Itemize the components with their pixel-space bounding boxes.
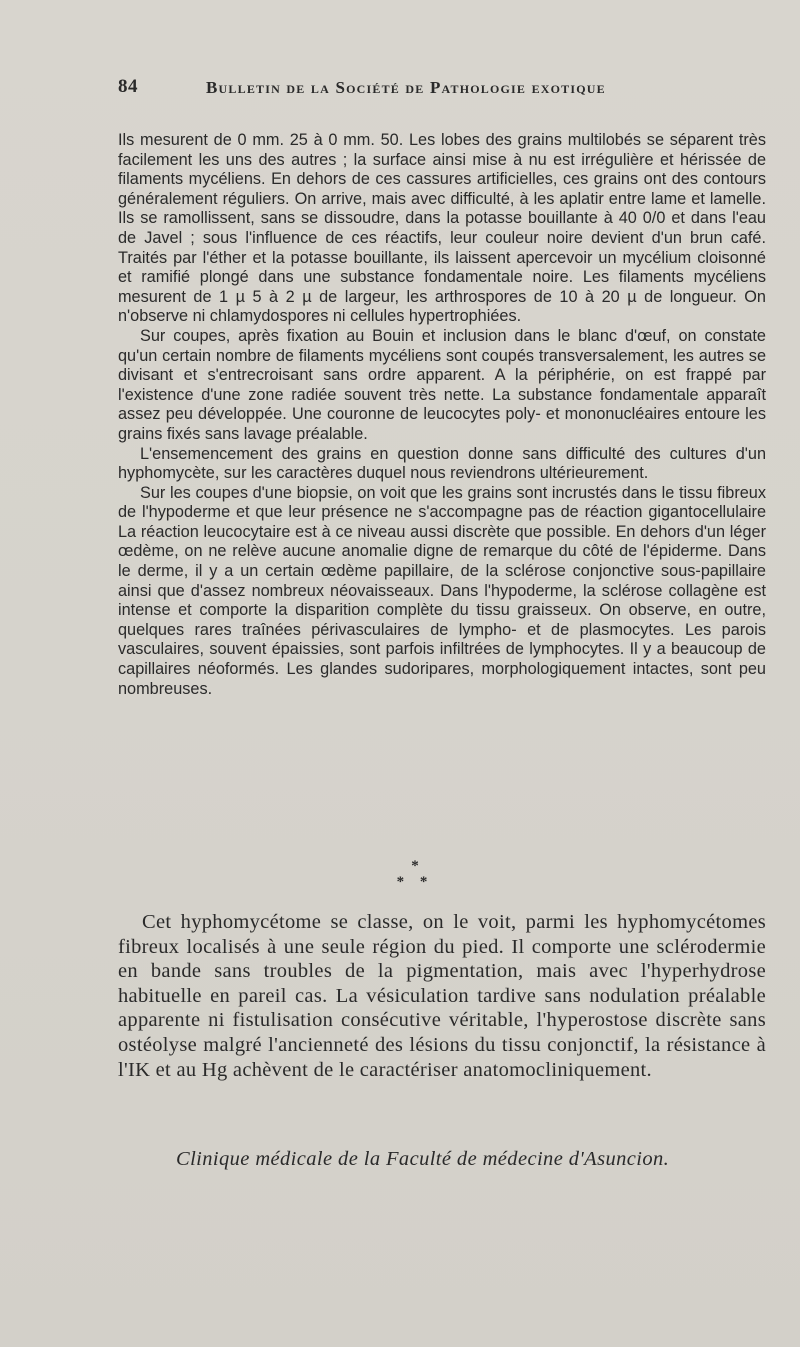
- paragraph-biopsy: Sur les coupes d'une biopsie, on voit que les grains sont incrustés dans le tissu fibreux de l'hypoderme et que leur présence ne s'accompagne pas de réaction gigantocellulaire La réaction leucocytaire est à ce niveau aussi discrète que possible. En dehors d'un léger œdème, on ne relève aucune anomalie digne de remarque du côté de l'épiderme. Dans le derme, il y a un certain œdème papillaire, de la sclérose conjonctive sous-papillaire ainsi que d'assez nombreux néovaisseaux. Dans l'hypoderme, la sclérose collagène est intense et comporte la disparition complète du tissu graisseux. On observe, en outre, quelques rares traînées périvasculaires de lympho- et de plasmocytes. Les parois vasculaires, souvent épaissies, sont parfois infiltrées de lymphocytes. Il y a beaucoup de capillaires néoformés. Les glandes sudoripares, morphologiquement intactes, sont peu nombreuses.: [118, 483, 766, 698]
- asterisk-bottom: * *: [396, 874, 434, 890]
- paragraph-grain-description: Ils mesurent de 0 mm. 25 à 0 mm. 50. Les lobes des grains multilobés se séparent très facilement les uns des autres ; la surface ainsi mise à nu est irrégulière et hérissée de filaments mycéliens. En dehors de ces cassures artificielles, ces grains ont des contours généralement réguliers. On arrive, mais avec difficulté, à les aplatir entre lame et lamelle. Ils se ramollissent, sans se dissoudre, dans la potasse bouillante à 40 0/0 et dans l'eau de Javel ; sous l'influence de ces réactifs, leur couleur noire devient d'un brun café. Traités par l'éther et la potasse bouillante, ils laissent apercevoir un mycélium cloisonné et ramifié plongé dans une substance fondamentale noire. Les filaments mycéliens mesurent de 1 µ 5 à 2 µ de largeur, les arthrospores de 10 à 20 µ de longueur. On n'observe ni chlamydospores ni cellules hypertrophiées.: [118, 131, 766, 326]
- affiliation-line: Clinique médicale de la Faculté de médecine d'Asuncion.: [176, 1148, 670, 1170]
- body-text: [118, 131, 766, 699]
- page-header: [98, 76, 698, 102]
- paragraph-cultures: L'ensemencement des grains en question donne sans difficulté des cultures d'un hyphomycète, sur les caractères duquel nous reviendrons ultérieurement.: [118, 444, 766, 483]
- conclusion-section: [118, 910, 766, 1082]
- paragraph-sections: Sur coupes, après fixation au Bouin et inclusion dans le blanc d'œuf, on constate qu'un certain nombre de filaments mycéliens sont coupés transversalement, les autres se divisant et s'entrecroisant sans ordre apparent. A la périphérie, on est frappé par l'existence d'une zone radiée souvent très nette. La substance fondamentale apparaît assez peu développée. Une couronne de leucocytes poly- et mononucléaires entoure les grains fixés sans lavage préalable.: [118, 326, 766, 443]
- conclusion-paragraph: Cet hyphomycétome se classe, on le voit, parmi les hyphomycétomes fibreux localisés à une seule région du pied. Il comporte une sclérodermie en bande sans troubles de la pigmentation, mais avec l'hyperhydrose habituelle en pareil cas. La vésiculation tardive sans nodulation préalable apparente ni fistulisation consécutive véritable, l'hyperostose discrète sans ostéolyse malgré l'ancienneté des lésions du tissu conjonctif, la résistance à l'IK et au Hg achèvent de le caractériser anatomocliniquement.: [118, 911, 766, 1081]
- page-number: 84: [118, 76, 138, 97]
- section-separator: [395, 858, 435, 890]
- running-head: Bulletin de la Société de Pathologie exotique: [206, 78, 606, 97]
- asterisk-top: *: [411, 858, 419, 874]
